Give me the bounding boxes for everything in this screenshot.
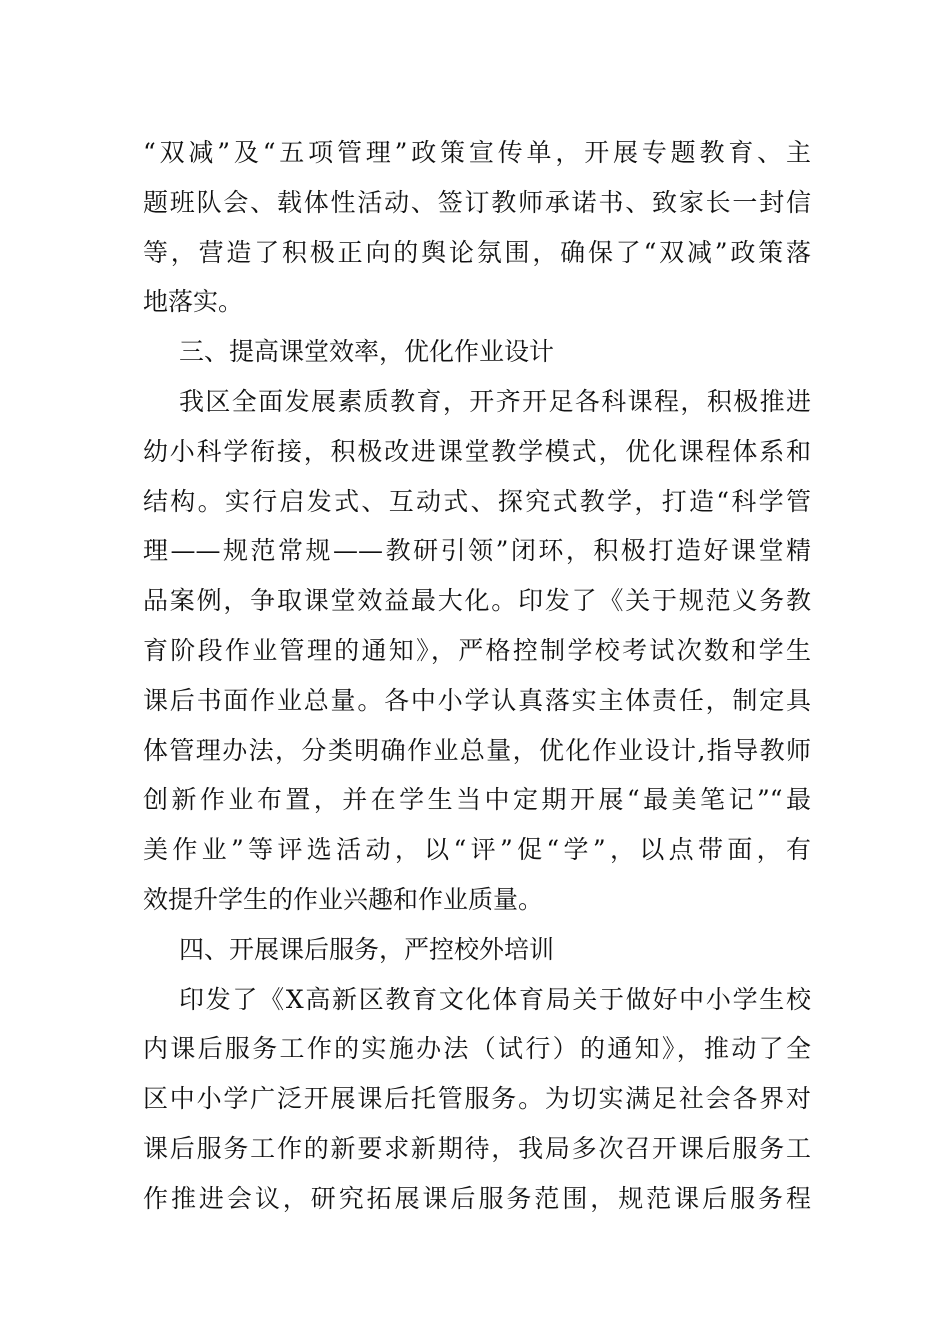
text-line: 我区全面发展素质教育，开齐开足各科课程，积极推进 bbox=[179, 386, 811, 416]
text-line: “双减”及“五项管理”政策宣传单，开展专题教育、主 bbox=[143, 138, 811, 167]
text-line: 地落实。 bbox=[143, 287, 244, 317]
text-line: 品案例，争取课堂效益最大化。印发了《关于规范义务教 bbox=[143, 586, 811, 616]
text-line: 育阶段作业管理的通知》，严格控制学校考试次数和学生 bbox=[143, 635, 811, 665]
text-line: 课后服务工作的新要求新期待，我局多次召开课后服务工 bbox=[143, 1133, 811, 1163]
body-text bbox=[143, 128, 811, 1224]
text-line: 印发了《X高新区教育文化体育局关于做好中小学生校 bbox=[179, 984, 811, 1014]
section-heading: 四、开展课后服务，严控校外培训 bbox=[179, 934, 555, 964]
text-line: 幼小科学衔接，积极改进课堂教学模式，优化课程体系和 bbox=[143, 436, 811, 466]
text-line: 课后书面作业总量。各中小学认真落实主体责任，制定具 bbox=[143, 685, 811, 715]
text-line: 理——规范常规——教研引领”闭环，积极打造好课堂精 bbox=[143, 536, 811, 566]
text-line: 效提升学生的作业兴趣和作业质量。 bbox=[143, 884, 544, 914]
text-line: 等，营造了积极正向的舆论氛围，确保了“双减”政策落 bbox=[143, 237, 811, 267]
text-line: 区中小学广泛开展课后托管服务。为切实满足社会各界对 bbox=[143, 1084, 811, 1114]
text-line: 体管理办法，分类明确作业总量，优化作业设计,指导教师 bbox=[143, 735, 811, 765]
text-line: 创新作业布置，并在学生当中定期开展“最美笔记”“最 bbox=[143, 785, 811, 815]
text-line: 内课后服务工作的实施办法（试行）的通知》，推动了全 bbox=[143, 1034, 811, 1064]
text-line: 作推进会议，研究拓展课后服务范围，规范课后服务程 bbox=[143, 1183, 811, 1213]
section-heading: 三、提高课堂效率，优化作业设计 bbox=[179, 337, 555, 367]
text-line: 题班队会、载体性活动、签订教师承诺书、致家长一封信 bbox=[143, 187, 811, 217]
text-line: 结构。实行启发式、互动式、探究式教学，打造“科学管 bbox=[143, 486, 811, 516]
text-line: 美作业”等评选活动，以“评”促“学”，以点带面，有 bbox=[143, 835, 811, 865]
